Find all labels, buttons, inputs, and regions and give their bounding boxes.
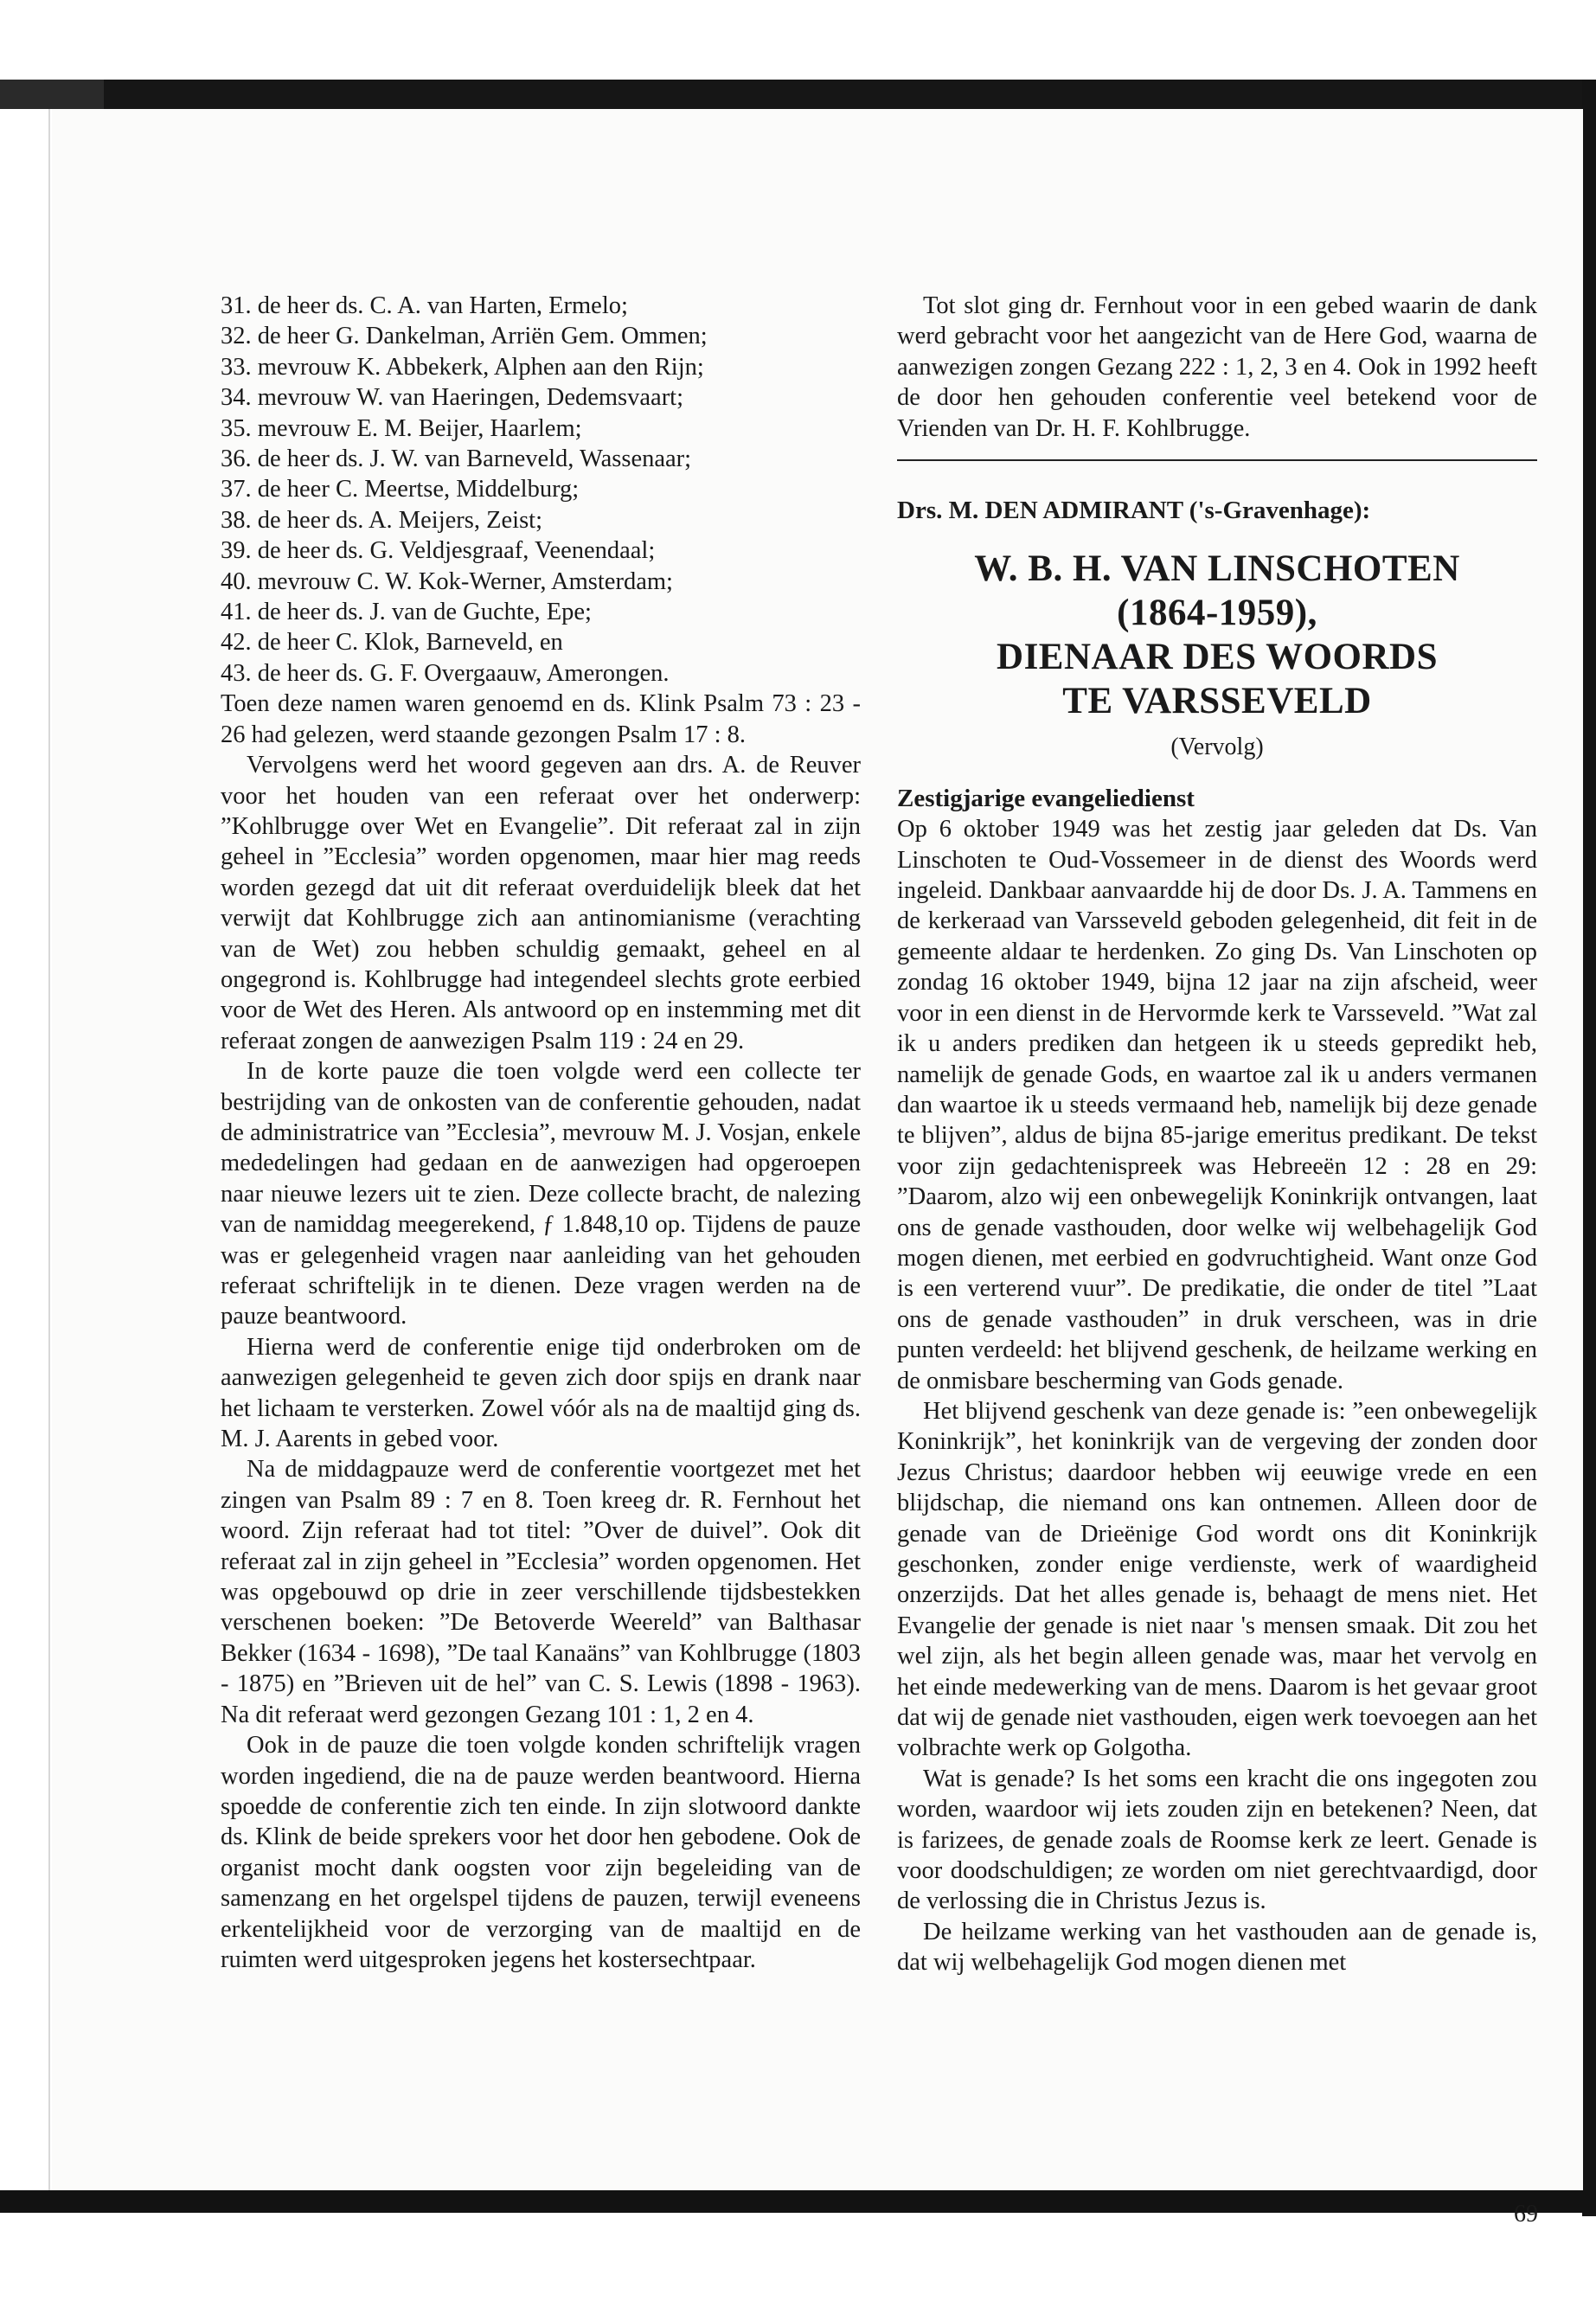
list-item: 33. mevrouw K. Abbekerk, Alphen aan den Rijn; bbox=[221, 353, 704, 381]
section-divider bbox=[897, 459, 1537, 461]
list-item: 41. de heer ds. J. van de Guchte, Epe; bbox=[221, 599, 592, 626]
right-column bbox=[897, 291, 1537, 1978]
title-line: TE VARSSEVELD bbox=[1062, 681, 1372, 722]
scanner-top-edge bbox=[0, 80, 1596, 109]
list-item: 39. de heer ds. G. Veldjesgraaf, Veenendaal; bbox=[221, 537, 656, 565]
list-item: 40. mevrouw C. W. Kok-Werner, Amsterdam; bbox=[221, 567, 673, 595]
page-number: 69 bbox=[1514, 2201, 1538, 2227]
paragraph: Hierna werd de conferentie enige tijd onderbroken om de aanwezigen gelegenheid te geven zich door spijs en drank naar het lichaam te versterken. Zowel vóór als na de maaltijd ging ds. M. J. Aarents in gebed voor. bbox=[221, 1333, 861, 1453]
paragraph: Toen deze namen waren genoemd en ds. Klink Psalm 73 : 23 - 26 had gelezen, werd staande gezongen Psalm 17 : 8. bbox=[221, 690, 861, 748]
left-column bbox=[221, 291, 861, 1975]
section-heading: Zestigjarige evangeliedienst bbox=[897, 784, 1195, 812]
title-line: W. B. H. VAN LINSCHOTEN bbox=[974, 548, 1460, 590]
scanner-top-edge-mark bbox=[0, 80, 104, 109]
title-line: (1864-1959), bbox=[1117, 593, 1317, 634]
list-item: 31. de heer ds. C. A. van Harten, Ermelo; bbox=[221, 292, 628, 319]
document-page bbox=[52, 109, 1583, 2227]
list-item: 42. de heer C. Klok, Barneveld, en bbox=[221, 629, 563, 657]
paragraph: Vervolgens werd het woord gegeven aan drs. A. de Reuver voor het houden van een referaat over het onderwerp: ”Kohlbrugge over Wet en Evangelie”. Dit referaat zal in zijn geheel in ”Ecclesia” worden opgenomen, maar hier mag reeds worden gezegd dat uit dit referaat overduidelijk bleek dat het verwijt dat Kohlbrugge zich aan antinomianisme (verachting van de Wet) zou hebben schuldig gemaakt, geheel en al ongegrond is. Kohlbrugge had integendeel slechts grote eerbied voor de Wet des Heren. Als antwoord op en instemming met dit referaat zongen de aanwezigen Psalm 119 : 24 en 29. bbox=[221, 752, 861, 1054]
list-item: 43. de heer ds. G. F. Overgaauw, Amerongen. bbox=[221, 659, 670, 687]
list-item: 36. de heer ds. J. W. van Barneveld, Wassenaar; bbox=[221, 445, 692, 473]
paragraph: Het blijvend geschenk van deze genade is: ”een onbewegelijk Koninkrijk”, het koninkrijk van de vergeving der zonden door Jezus Christus; daardoor hebben wij eeuwige vrede en een blijdschap, die niemand ons kan ontnemen. Alleen door de genade van de Drieënige God wordt ons dit Koninkrijk geschonken, zonder enige verdienste, werk of waardigheid onzerzijds. Dat het alles genade is, behaagt de mens niet. Het Evangelie der genade is niet naar 's mensen smaak. Dit zou het wel zijn, als het begin alleen genade was, maar het vervolg en het einde medewerking van de mens. Daarom is het gevaar groot dat wij de genade niet vasthouden, eigen werk toevoegen aan het volbrachte werk op Golgotha. bbox=[897, 1397, 1537, 1762]
scanner-right-edge bbox=[1582, 80, 1596, 2216]
scanner-bottom-edge bbox=[0, 2190, 1596, 2213]
list-item: 34. mevrouw W. van Haeringen, Dedemsvaart; bbox=[221, 384, 684, 412]
title-line: DIENAAR DES WOORDS bbox=[997, 637, 1438, 678]
binding-edge bbox=[48, 109, 50, 2190]
paragraph: In de korte pauze die toen volgde werd een collecte ter bestrijding van de onkosten van de conferentie gehouden, nadat de administratrice van ”Ecclesia”, mevrouw M. J. Vosjan, enkele mededelingen had gedaan en de aanwezigen had opgeroepen naar nieuwe lezers uit te zien. Deze collecte bracht, de nalezing van de namiddag meegerekend, ƒ 1.848,10 op. Tijdens de pauze was er gelegenheid vragen naar aanleiding van het gehouden referaat schriftelijk in te dienen. Deze vragen werden na de pauze beantwoord. bbox=[221, 1058, 861, 1330]
paragraph: De heilzame werking van het vasthouden aan de genade is, dat wij welbehagelijk God mogen dienen met bbox=[897, 1918, 1537, 1977]
article-title bbox=[897, 547, 1537, 723]
list-item: 32. de heer G. Dankelman, Arriën Gem. Ommen; bbox=[221, 323, 708, 350]
list-item: 35. mevrouw E. M. Beijer, Haarlem; bbox=[221, 414, 582, 442]
article-subtitle: (Vervolg) bbox=[1170, 734, 1264, 761]
list-item: 38. de heer ds. A. Meijers, Zeist; bbox=[221, 506, 543, 534]
list-item: 37. de heer C. Meertse, Middelburg; bbox=[221, 476, 580, 503]
paragraph: Wat is genade? Is het soms een kracht die ons ingegoten zou worden, waardoor wij iets zouden zijn en betekenen? Neen, dat is farizees, de genade zoals de Roomse kerk ze leert. Genade is voor doodschuldigen; ze worden om niet gerechtvaardigd, door de verlossing die in Christus Jezus is. bbox=[897, 1765, 1537, 1915]
paragraph: Op 6 oktober 1949 was het zestig jaar geleden dat Ds. Van Linschoten te Oud-Vossemeer in de dienst des Woords werd ingeleid. Dankbaar aanvaardde hij de door Ds. J. A. Tammens en de kerkeraad van Varsseveld geboden gelegenheid, dit feit in de gemeente aldaar te herdenken. Zo ging Ds. Van Linschoten op zondag 16 oktober 1949, bijna 12 jaar na zijn afscheid, weer voor in een dienst in de Hervormde kerk te Varsseveld. ”Wat zal ik u anders prediken dan hetgeen ik u steeds gepredikt heb, namelijk de genade Gods, en waartoe zal ik u anders vermanen dan waartoe ik u steeds vermaand heb, namelijk bij deze genade te blijven”, aldus de bijna 85-jarige emeritus predikant. De tekst voor zijn gedachtenispreek was Hebreeën 12 : 28 en 29: ”Daarom, alzo wij een onbewegelijk Koninkrijk ontvangen, laat ons de genade vasthouden, door welke wij welbehagelijk God mogen dienen, met eerbied en godvruchtigheid. Want onze God is een verterend vuur”. De predikatie, die onder de titel ”Laat ons de genade vasthouden” in druk verscheen, was in drie punten verdeeld: het blijvend geschenk, de heilzame werking en de onmisbare bescherming van Gods genade. bbox=[897, 816, 1537, 1394]
paragraph: Tot slot ging dr. Fernhout voor in een gebed waarin de dank werd gebracht voor het aangezicht van de Here God, waarna de aanwezigen zongen Gezang 222 : 1, 2, 3 en 4. Ook in 1992 heeft de door hen gehouden conferentie veel betekend voor de Vrienden van Dr. H. F. Kohlbrugge. bbox=[897, 292, 1537, 442]
paragraph: Na de middagpauze werd de conferentie voortgezet met het zingen van Psalm 89 : 7 en 8. Toen kreeg dr. R. Fernhout het woord. Zijn referaat had tot titel: ”Over de duivel”. Ook dit referaat zal in zijn geheel in ”Ecclesia” worden opgenomen. Het was opgebouwd op drie in zeer verschillende tijdsbestekken verschenen boeken: ”De Betoverde Weereld” van Balthasar Bekker (1634 - 1698), ”De taal Kanaäns” van Kohlbrugge (1803 - 1875) en ”Brieven uit de hel” van C. S. Lewis (1898 - 1963). Na dit referaat werd gezongen Gezang 101 : 1, 2 en 4. bbox=[221, 1456, 861, 1728]
author-byline: Drs. M. DEN ADMIRANT ('s-Gravenhage): bbox=[897, 497, 1371, 525]
attendee-list bbox=[221, 291, 861, 689]
paragraph: Ook in de pauze die toen volgde konden schriftelijk vragen worden ingediend, die na de pauze werden beantwoord. Hierna spoedde de conferentie zich ten einde. In zijn slotwoord dankte ds. Klink de beide sprekers voor het door hen gebodene. Ook de organist mocht dank oogsten voor zijn begeleiding van de samenzang en het orgelspel tijdens de pauzen, terwijl eveneens erkentelijkheid voor de verzorging van de maaltijd en de ruimten werd uitgesproken jegens het kostersechtpaar. bbox=[221, 1732, 861, 1973]
